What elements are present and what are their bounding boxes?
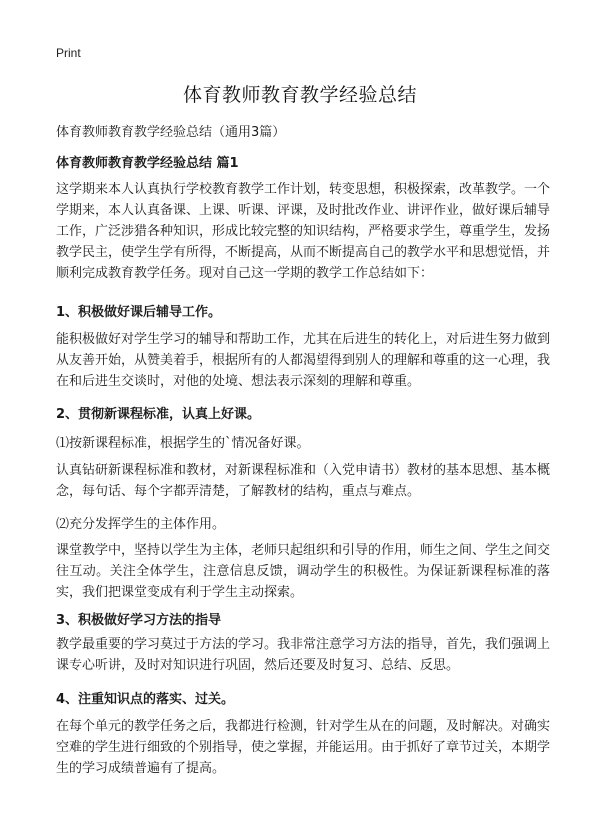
heading-3: 3、积极做好学习方法的指导 (56, 613, 222, 628)
print-label: Print (56, 46, 81, 60)
paragraph-3: 课堂教学中，坚持以学生为主体，老师只起组织和引导的作用，师生之间、学生之间交往互动。关注全体学生，注意信息反馈，调动学生的积极性。为保证新课程标准的落实，我们把课堂变成有利于学生主动探索。 (56, 543, 551, 600)
paragraph-4: 教学最重要的学习莫过于方法的学习。我非常注意学习方法的指导，首先，我们强调上课专心听讲，及时对知识进行巩固，然后还要及时复习、总结、反思。 (56, 637, 551, 673)
heading-2: 2、贯彻新课程标准，认真上好课。 (56, 407, 261, 422)
section-title: 体育教师教育教学经验总结 篇1 (56, 156, 239, 171)
heading-4: 4、注重知识点的落实、过关。 (56, 692, 235, 707)
list-item-2: ⑵充分发挥学生的主体作用。 (56, 517, 226, 532)
paragraph-1: 能积极做好对学生学习的辅导和帮助工作，尤其在后进生的转化上，对后进生努力做到从友善开始，从赞美着手，根据所有的人都渴望得到别人的理解和尊重的这一心理，我在和后进生交谈时，对他的处境、想法表示深刻的理解和尊重。 (56, 332, 551, 389)
list-item-1: ⑴按新课程标准，根据学生的`情况备好课。 (56, 436, 310, 451)
intro-paragraph: 这学期来本人认真执行学校教育教学工作计划，转变思想，积极探索，改革教学。一个学期来，本人认真备课、上课、听课、评课，及时批改作业、讲评作业，做好课后辅导工作，广泛涉猎各种知识，形成比较完整的知识结构，严格要求学生，尊重学生，发扬教学民主，使学生学有所得，不断提高，从而不断提高自己的教学水平和思想觉悟，并顺利完成教育教学任务。现对自己这一学期的教学工作总结如下： (56, 182, 551, 281)
heading-1: 1、积极做好课后辅导工作。 (56, 305, 222, 320)
paragraph-5: 在每个单元的教学任务之后，我都进行检测，针对学生从在的问题，及时解决。对确实空难的学生进行细致的个别指导，使之掌握，并能运用。由于抓好了章节过关，本期学生的学习成绩普遍有了提高。 (56, 719, 551, 776)
document-subtitle: 体育教师教育教学经验总结（通用3篇） (56, 125, 286, 140)
document-title: 体育教师教育教学经验总结 (182, 84, 417, 106)
paragraph-2: 认真钻研新课程标准和教材，对新课程标准和（入党申请书）教材的基本思想、基本概念，每句话、每个字都弄清楚，了解教材的结构，重点与难点。 (56, 463, 551, 499)
